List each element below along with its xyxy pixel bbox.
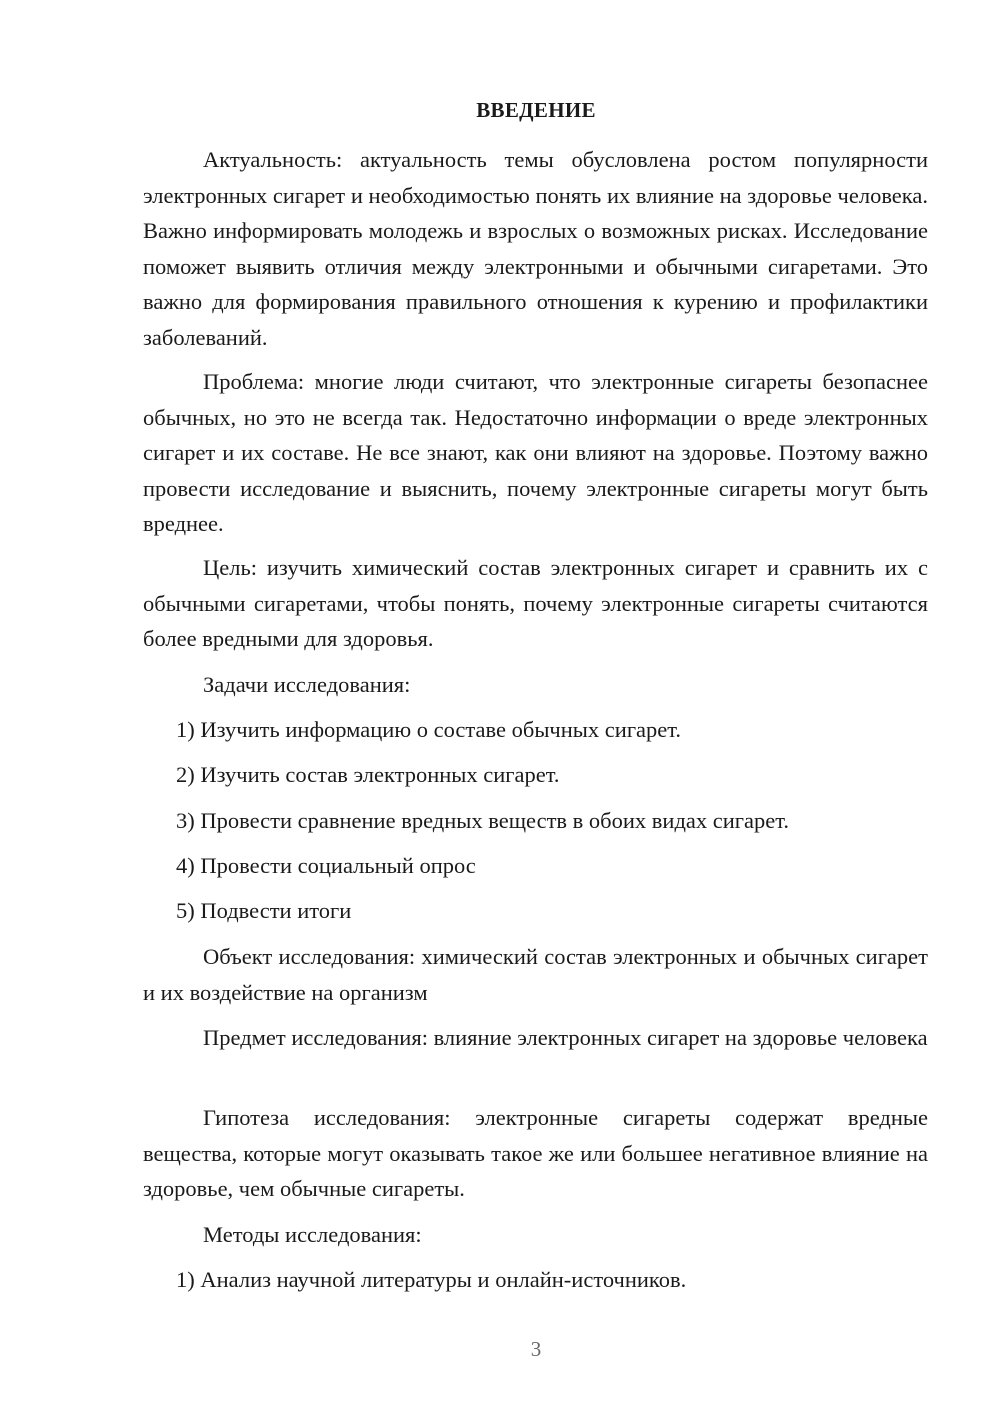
tasks-heading: Задачи исследования: [203, 672, 411, 697]
task-item: 3) Провести сравнение вредных веществ в обоих видах сигарет. [176, 808, 790, 833]
relevance-paragraph: Актуальность: актуальность темы обусловлена ростом популярности электронных сигарет и необходимостью понять их влияние на здоровье человека. Важно информировать молодежь и взрослых о возможных рисках. Исследование поможет выявить отличия между электронными и обычными сигаретами. Это важно для формирования правильного отношения к курению и профилактики заболеваний. [143, 147, 928, 350]
task-item: 4) Провести социальный опрос [176, 853, 476, 878]
subject-paragraph: Предмет исследования: влияние электронных сигарет на здоровье человека [203, 1025, 928, 1050]
task-item: 1) Изучить информацию о составе обычных сигарет. [176, 717, 682, 742]
method-item: 1) Анализ научной литературы и онлайн-источников. [176, 1267, 687, 1292]
problem-paragraph: Проблема: многие люди считают, что электронные сигареты безопаснее обычных, но это не всегда так. Недостаточно информации о вреде электронных сигарет и их составе. Не все знают, как они влияют на здоровье. Поэтому важно провести исследование и выяснить, почему электронные сигареты могут быть вреднее. [143, 369, 928, 536]
goal-paragraph: Цель: изучить химический состав электронных сигарет и сравнить их с обычными сигаретами, чтобы понять, почему электронные сигареты считаются более вредными для здоровья. [143, 555, 928, 651]
section-title: ВВЕДЕНИЕ [476, 98, 596, 122]
hypothesis-paragraph: Гипотеза исследования: электронные сигареты содержат вредные вещества, которые могут оказывать такое же или большее негативное влияние на здоровье, чем обычные сигареты. [143, 1105, 928, 1201]
methods-heading: Методы исследования: [203, 1222, 422, 1247]
task-item: 2) Изучить состав электронных сигарет. [176, 762, 560, 787]
object-paragraph: Объект исследования: химический состав электронных и обычных сигарет и их воздействие на организм [143, 944, 928, 1005]
task-item: 5) Подвести итоги [176, 898, 352, 923]
page-number: 3 [530, 1337, 542, 1361]
